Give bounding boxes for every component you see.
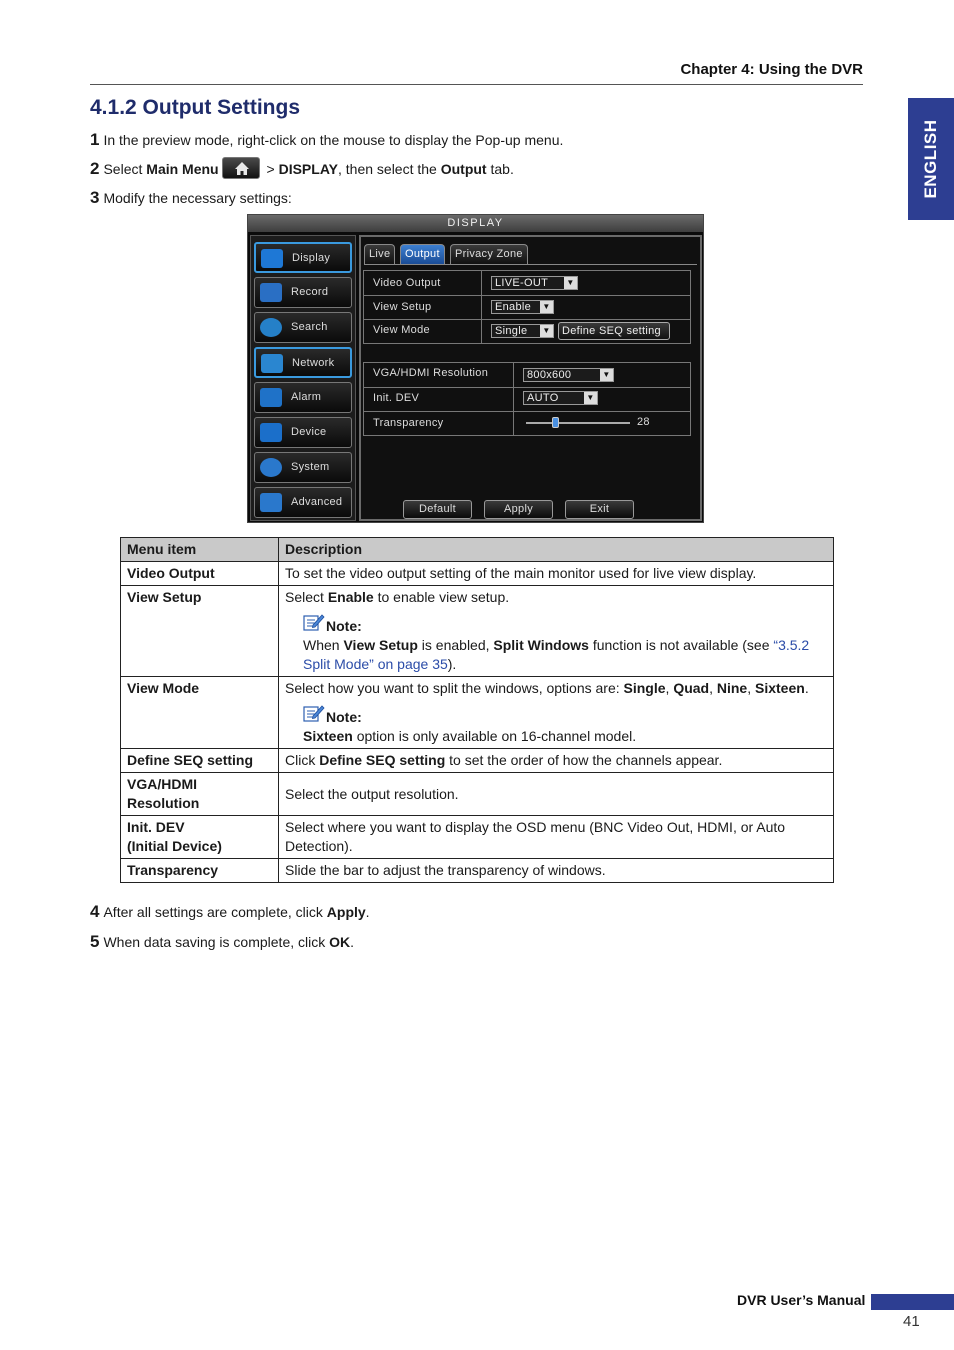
note-bold: View Setup — [343, 637, 418, 653]
step-3 — [90, 188, 292, 208]
tab-divider — [364, 264, 697, 265]
resolution-label: VGA/HDMI Resolution — [373, 367, 489, 379]
ok-label: OK — [329, 934, 351, 950]
transparency-label: Transparency — [373, 417, 444, 429]
step-text: . — [365, 904, 370, 920]
sidebar-item-label: Display — [292, 252, 331, 264]
description-text: Select — [285, 589, 328, 605]
chevron-down-icon: ▼ — [584, 392, 597, 404]
video-output-dropdown[interactable] — [491, 276, 578, 290]
output-label: Output — [440, 161, 487, 177]
chevron-down-icon: ▼ — [540, 325, 553, 337]
language-tab — [908, 98, 954, 220]
menu-item-cell: View Setup — [121, 586, 279, 677]
view-setup-value: Enable — [495, 301, 532, 313]
sidebar-item-record[interactable] — [254, 277, 352, 308]
section-title: 4.1.2 Output Settings — [90, 96, 301, 119]
note-bold: Split Windows — [493, 637, 589, 653]
column-divider — [481, 271, 482, 343]
sidebar-item-network[interactable] — [254, 347, 352, 378]
step-number: 1 — [90, 130, 100, 149]
description-text: . — [804, 680, 809, 696]
view-mode-value: Single — [495, 325, 528, 337]
device-icon — [260, 423, 282, 442]
step-number: 3 — [90, 188, 100, 207]
search-icon — [260, 318, 282, 337]
sidebar-item-label: Record — [291, 286, 329, 298]
table-row — [121, 677, 834, 749]
step-text: Select — [103, 161, 147, 177]
description-cell: Slide the bar to adjust the transparency of windows. — [279, 859, 834, 883]
column-header: Menu item — [121, 538, 279, 562]
wrench-icon — [260, 493, 282, 512]
apply-label: Apply — [326, 904, 366, 920]
description-cell: Select the output resolution. — [279, 773, 834, 816]
chevron-down-icon: ▼ — [540, 301, 553, 313]
note-block — [303, 613, 827, 674]
resolution-value: 800x600 — [527, 369, 572, 381]
view-setup-label: View Setup — [373, 301, 432, 313]
option-quad: Quad — [673, 680, 710, 696]
video-output-label: Video Output — [373, 277, 441, 289]
globe-icon — [261, 354, 283, 373]
display-settings-group — [363, 362, 691, 436]
description-cell — [279, 749, 834, 773]
separator: , — [709, 680, 717, 696]
step-number: 5 — [90, 932, 100, 951]
description-text: to set the order of how the channels appear. — [445, 752, 723, 768]
sidebar-item-display[interactable] — [254, 242, 352, 273]
menu-item-cell: Define SEQ setting — [121, 749, 279, 773]
language-tab-label: ENGLISH — [921, 119, 940, 199]
menu-item-cell — [121, 816, 279, 859]
page-number: 41 — [903, 1313, 920, 1330]
table-header-row — [121, 538, 834, 562]
init-dev-dropdown[interactable] — [523, 391, 598, 405]
step-text: After all settings are complete, click — [103, 904, 327, 920]
menu-item-cell: Transparency — [121, 859, 279, 883]
description-cell — [279, 677, 834, 749]
sidebar-item-device[interactable] — [254, 417, 352, 448]
apply-button[interactable]: Apply — [484, 500, 553, 519]
menu-item-line: VGA/HDMI — [127, 776, 197, 792]
step-text: , then select the — [337, 161, 441, 177]
sidebar-item-search[interactable] — [254, 312, 352, 343]
chapter-header — [90, 60, 863, 85]
chapter-title: Chapter 4: Using the DVR — [680, 61, 863, 78]
step-text: When data saving is complete, click — [103, 934, 330, 950]
dvr-title: DISPLAY — [248, 215, 703, 232]
description-text: Click — [285, 752, 320, 768]
description-bold: Define SEQ setting — [319, 752, 446, 768]
sidebar-item-label: Network — [292, 357, 335, 369]
gear-icon — [260, 458, 282, 477]
step-number: 2 — [90, 159, 100, 178]
step-2 — [90, 159, 514, 179]
step-4 — [90, 902, 370, 922]
step-5 — [90, 932, 354, 952]
step-text: > — [262, 161, 279, 177]
menu-item-line: Resolution — [127, 795, 200, 811]
home-icon — [222, 157, 260, 179]
note-heading: Note: — [326, 618, 362, 634]
alarm-icon — [260, 388, 282, 407]
table-row — [121, 749, 834, 773]
step-text: In the preview mode, right-click on the mouse to display the Pop-up menu. — [103, 132, 564, 148]
note-pencil-icon — [303, 704, 325, 727]
view-mode-label: View Mode — [373, 324, 430, 336]
transparency-slider-handle[interactable] — [552, 417, 559, 428]
separator: , — [747, 680, 755, 696]
chevron-down-icon: ▼ — [600, 369, 613, 381]
note-text: is enabled, — [417, 637, 494, 653]
init-dev-label: Init. DEV — [373, 392, 420, 404]
default-button[interactable]: Default — [403, 500, 472, 519]
step-text: tab. — [486, 161, 514, 177]
sidebar-item-label: Advanced — [291, 496, 343, 508]
sidebar-item-label: Search — [291, 321, 328, 333]
note-text: option is only available on 16-channel model. — [352, 728, 637, 744]
menu-item-line: Init. DEV — [127, 819, 185, 835]
film-icon — [260, 283, 282, 302]
description-cell: Select where you want to display the OSD menu (BNC Video Out, HDMI, or Auto Detection). — [279, 816, 834, 859]
sidebar-item-advanced[interactable] — [254, 487, 352, 518]
view-mode-dropdown[interactable] — [491, 324, 554, 338]
transparency-slider-track[interactable] — [526, 422, 630, 424]
separator: , — [665, 680, 674, 696]
chevron-down-icon: ▼ — [564, 277, 577, 289]
column-header: Description — [279, 538, 834, 562]
dvr-sidebar — [250, 235, 356, 521]
table-row — [121, 859, 834, 883]
step-number: 4 — [90, 902, 100, 921]
dvr-display-screen — [247, 214, 704, 523]
menu-description-table — [120, 537, 834, 883]
step-1 — [90, 130, 563, 150]
sidebar-item-alarm[interactable] — [254, 382, 352, 413]
transparency-value: 28 — [637, 416, 650, 428]
option-sixteen: Sixteen — [755, 680, 805, 696]
note-pencil-icon — [303, 613, 325, 636]
sidebar-item-label: Device — [291, 426, 327, 438]
description-text: Select how you want to split the windows, options are: — [285, 680, 624, 696]
init-dev-value: AUTO — [527, 392, 559, 404]
video-output-value: LIVE-OUT — [495, 277, 549, 289]
table-row — [121, 816, 834, 859]
description-bold: Enable — [327, 589, 374, 605]
note-text: When — [303, 637, 344, 653]
table-row — [121, 562, 834, 586]
menu-item-cell: Video Output — [121, 562, 279, 586]
define-seq-setting-button[interactable]: Define SEQ setting — [558, 322, 670, 340]
tab-live[interactable]: Live — [364, 244, 395, 264]
resolution-dropdown[interactable] — [523, 368, 614, 382]
note-text: ). — [447, 656, 457, 672]
main-menu-label: Main Menu — [146, 161, 219, 177]
note-heading: Note: — [326, 709, 362, 725]
description-cell — [279, 586, 834, 677]
view-setup-dropdown[interactable] — [491, 300, 554, 314]
sidebar-item-label: Alarm — [291, 391, 322, 403]
menu-item-cell — [121, 773, 279, 816]
step-text: . — [350, 934, 355, 950]
split-mode-link[interactable]: “3.5.2 Split Mode” on page 35 — [303, 637, 810, 672]
note-bold: Sixteen — [303, 728, 353, 744]
display-label: DISPLAY — [278, 161, 338, 177]
table-row — [121, 586, 834, 677]
exit-button[interactable]: Exit — [565, 500, 634, 519]
description-cell: To set the video output setting of the main monitor used for live view display. — [279, 562, 834, 586]
output-settings-group — [363, 270, 691, 344]
footer-bar — [871, 1294, 954, 1310]
tab-output[interactable]: Output — [400, 244, 445, 264]
note-block — [303, 704, 827, 746]
option-nine: Nine — [716, 680, 748, 696]
menu-item-line: (Initial Device) — [127, 838, 222, 854]
tab-privacy-zone[interactable]: Privacy Zone — [450, 244, 528, 264]
sidebar-item-system[interactable] — [254, 452, 352, 483]
column-divider — [513, 363, 514, 435]
option-single: Single — [623, 680, 666, 696]
menu-item-cell: View Mode — [121, 677, 279, 749]
description-text: to enable view setup. — [373, 589, 510, 605]
monitor-icon — [261, 249, 283, 268]
manual-title: DVR User’s Manual — [737, 1292, 866, 1308]
sidebar-item-label: System — [291, 461, 330, 473]
note-text: function is not available (see — [588, 637, 774, 653]
dvr-main-panel — [359, 235, 702, 521]
step-text: Modify the necessary settings: — [103, 190, 292, 206]
table-row — [121, 773, 834, 816]
